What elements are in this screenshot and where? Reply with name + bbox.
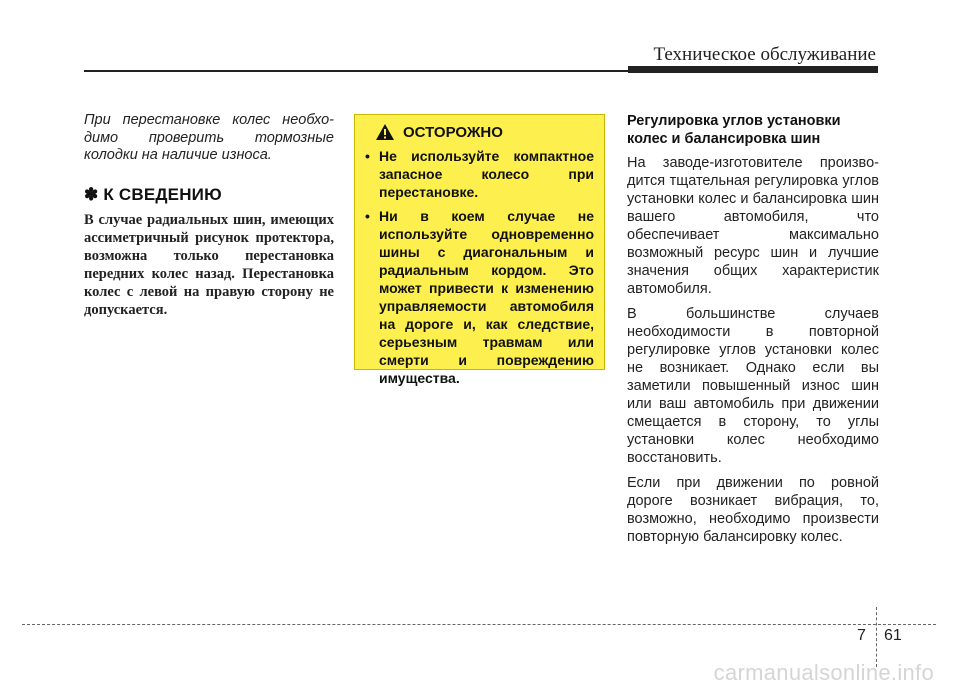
warning-item-text: Ни в коем случае не используйте одновременно шины с диагональным и радиальным кордом. Это может привести к изменению управляемости автомобиля на дороге и, как следствие, серьезным травмам или смерти и повреждению имущества. — [379, 208, 594, 386]
warning-item — [365, 207, 594, 387]
section-heading: Регулировка углов установки колес и балансировка шин — [627, 113, 841, 147]
chapter-number: 7 — [857, 627, 866, 644]
page-header-title: Техническое обслуживание — [653, 44, 876, 65]
paragraph: Если при движении по ровной дороге возникает вибрация, то, возможно, необходимо произвести повторную балансировку колес. — [627, 475, 879, 545]
left-column — [84, 112, 334, 319]
warning-box — [354, 114, 605, 386]
warning-triangle-icon — [375, 123, 395, 141]
header-rule-thick — [628, 66, 878, 73]
page-number: 61 — [884, 627, 902, 644]
footer-rule — [22, 624, 936, 625]
warning-item-text: Не используйте компактное запасное колесо при перестановке. — [379, 148, 594, 200]
warning-item — [365, 147, 594, 201]
paragraph: На заводе-изготовителе произво-дится тщательная регулировка углов установки колес и балансировка шин вашего автомобиля, что обеспечивает максимально возможный ресурс шин и лучшие значения общих характеристик автомобиля. — [627, 155, 879, 297]
italic-note: При перестановке колес необхо-димо проверить тормозные колодки на наличие износа. — [84, 112, 334, 163]
watermark: carmanualsonline.info — [713, 660, 934, 685]
warning-list — [365, 147, 594, 387]
info-text: В случае радиальных шин, имеющих ассиметричный рисунок протектора, возможна только перестановка передних колес назад. Перестановка колес с левой на правую сторону не допускается. — [84, 211, 334, 318]
header-rule-thin — [84, 70, 630, 72]
footer-divider — [876, 607, 877, 667]
bullet: • — [365, 148, 370, 164]
warning-title: ОСТОРОЖНО — [403, 123, 503, 141]
paragraph: В большинстве случаев необходимости в повторной регулировке углов установки колес не возникает. Однако если вы заметили повышенный износ шин или ваш автомобиль при движении смещается в сторону, то углы установки колес необходимо восстановить. — [627, 306, 879, 466]
right-column — [627, 112, 879, 553]
warning-title-row — [375, 123, 594, 141]
bullet: • — [365, 208, 370, 224]
info-heading: ✽ К СВЕДЕНИЮ — [84, 184, 222, 204]
